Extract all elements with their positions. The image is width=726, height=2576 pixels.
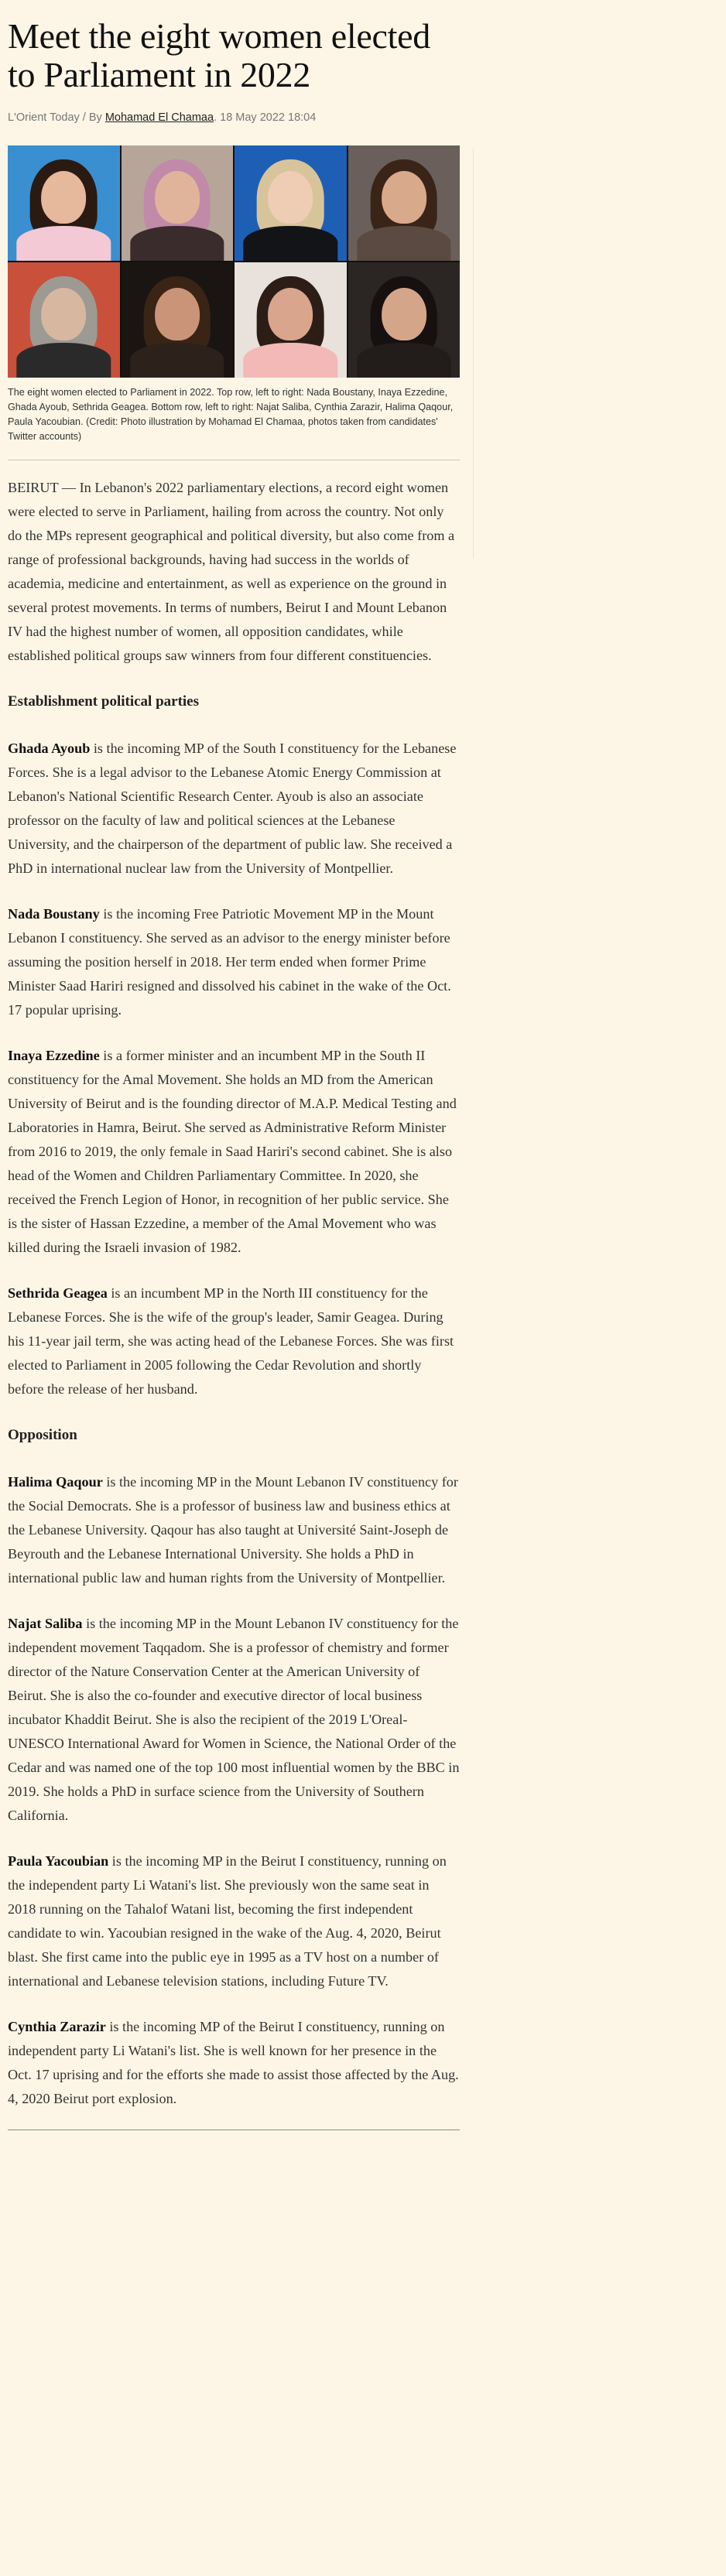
- publish-date: . 18 May 2022 18:04: [214, 111, 317, 124]
- photo-collage: [8, 145, 460, 378]
- bio-name: Paula Yacoubian: [8, 1853, 109, 1869]
- bio-text: is the incoming MP of the Beirut I constituency, running on independent party Li Watani's list. She is well known for her presence in the Oct. 17 uprising and for the efforts she made to assist those affected by the Aug. 4, 2020 Beirut port explosion.: [8, 2019, 459, 2106]
- bio-paragraph: [8, 1281, 460, 1401]
- bio-text: is the incoming MP in the Mount Lebanon IV constituency for the independent movement Taqqadom. She is a professor of chemistry and former director of the Nature Conservation Center at the American University of Beirut. She is also the co-founder and executive director of local business incubator Khaddit Beirut. She is also the recipient of the 2019 L'Oreal-UNESCO International Award for Women in Science, the National Order of the Cedar and was named one of the top 100 most influential women by the BBC in 2019. She holds a PhD in surface science from the University of Southern California.: [8, 1616, 460, 1823]
- bio-paragraph: [8, 1470, 460, 1590]
- article-title: Meet the eight women elected to Parliament in 2022: [8, 16, 430, 94]
- article: [8, 0, 460, 2130]
- photo-caption: The eight women elected to Parliament in 2022. Top row, left to right: Nada Boustany, Inaya Ezzedine, Ghada Ayoub, Sethrida Geagea. Bottom row, left to right: Najat Saliba, Cynthia Zarazir, Halima Qaqour, Paula Yacoubian. (Credit: Photo illustration by Mohamad El Chamaa, photos taken from candidates' Twitter accounts): [8, 387, 454, 442]
- bio-name: Nada Boustany: [8, 906, 100, 922]
- bio-name: Inaya Ezzedine: [8, 1048, 100, 1063]
- bio-paragraph: [8, 902, 460, 1022]
- author-link[interactable]: Mohamad El Chamaa: [104, 111, 214, 124]
- photo-halima-qaqour: [235, 262, 347, 378]
- bio-text: is an incumbent MP in the North III constituency for the Lebanese Forces. She is the wife of the group's leader, Samir Geagea. During his 11-year jail term, she was acting head of the Lebanese Forces. She was first elected to Parliament in 2005 following the Cedar Revolution and shortly before the release of her husband.: [8, 1285, 454, 1397]
- bio-text: is the incoming Free Patriotic Movement MP in the Mount Lebanon I constituency. She served as an advisor to the energy minister before assuming the position herself in 2018. Her term ended when former Prime Minister Saad Hariri resigned and dissolved his cabinet in the wake of the Oct. 17 popular uprising.: [8, 906, 451, 1018]
- photo-cynthia-zarazir: [122, 262, 234, 378]
- bio-text: is the incoming MP in the Mount Lebanon IV constituency for the Social Democrats. She is a professor of business law and business ethics at the Lebanese University. Qaqour has also taught at Université Saint-Joseph de Beyrouth and the Lebanese International University. She holds a PhD in international public law and human rights from the University of Montpellier.: [8, 1474, 458, 1586]
- bio-name: Sethrida Geagea: [8, 1285, 108, 1301]
- bio-paragraph: [8, 1044, 460, 1260]
- bio-paragraph: [8, 2015, 460, 2111]
- bio-paragraph: [8, 1849, 460, 1993]
- article-body: [8, 476, 460, 2111]
- bio-paragraph: [8, 1612, 460, 1828]
- bio-name: Najat Saliba: [8, 1616, 83, 1631]
- photo-sethrida-geagea: [348, 145, 461, 261]
- bio-name: Cynthia Zarazir: [8, 2019, 106, 2034]
- intro-paragraph: BEIRUT — In Lebanon's 2022 parliamentary elections, a record eight women were elected to serve in Parliament, hailing from across the country. Not only do the MPs represent geographical and political diversity, but also come from a range of professional backgrounds, having had success in the worlds of academia, medicine and entertainment, as well as experience on the ground in several protest movements. In terms of numbers, Beirut I and Mount Lebanon IV had the highest number of women, all opposition candidates, while established political groups saw winners from four different constituencies.: [8, 480, 455, 663]
- photo-najat-saliba: [8, 262, 120, 378]
- photo-paula-yacoubian: [348, 262, 461, 378]
- bio-name: Halima Qaqour: [8, 1474, 103, 1490]
- byline-separator: / By: [79, 111, 105, 124]
- bio-text: is a former minister and an incumbent MP in the South II constituency for the Amal Movement. She holds an MD from the American University of Beirut and is the founding director of M.A.P. Medical Testing and Laboratories in Hamra, Beirut. She served as Administrative Reform Minister from 2016 to 2019, the only female in Saad Hariri's second cabinet. She is also head of the Women and Children Parliamentary Committee. In 2020, she received the French Legion of Honor, in recognition of her public service. She is the sister of Hassan Ezzedine, a member of the Amal Movement who was killed during the Israeli invasion of 1982.: [8, 1048, 457, 1255]
- photo-nada-boustany: [8, 145, 120, 261]
- bio-text: is the incoming MP of the South I constituency for the Lebanese Forces. She is a legal advisor to the Lebanese Atomic Energy Commission at Lebanon's National Scientific Research Center. Ayoub is also an associate professor on the faculty of law and political sciences at the Lebanese University, and the chairperson of the department of public law. She received a PhD in international nuclear law from the University of Montpellier.: [8, 741, 457, 876]
- byline: [8, 111, 460, 127]
- photo-ghada-ayoub: [235, 145, 347, 261]
- bio-text: is the incoming MP in the Beirut I constituency, running on the independent party Li Watani's list. She previously won the same seat in 2018 running on the Tahalof Watani list, becoming the first independent candidate to win. Yacoubian resigned in the wake of the Aug. 4, 2020, Beirut blast. She first came into the public eye in 1995 as a TV host on a number of international and Lebanese television stations, including Future TV.: [8, 1853, 447, 1989]
- bio-paragraph: [8, 737, 460, 881]
- source-name: L'Orient Today: [8, 111, 80, 124]
- photo-inaya-ezzedine: [122, 145, 234, 261]
- section-heading-establishment: Establishment political parties: [8, 693, 200, 710]
- bio-name: Ghada Ayoub: [8, 741, 91, 756]
- section-heading-opposition: Opposition: [8, 1427, 77, 1443]
- sidebar-divider: [473, 149, 474, 559]
